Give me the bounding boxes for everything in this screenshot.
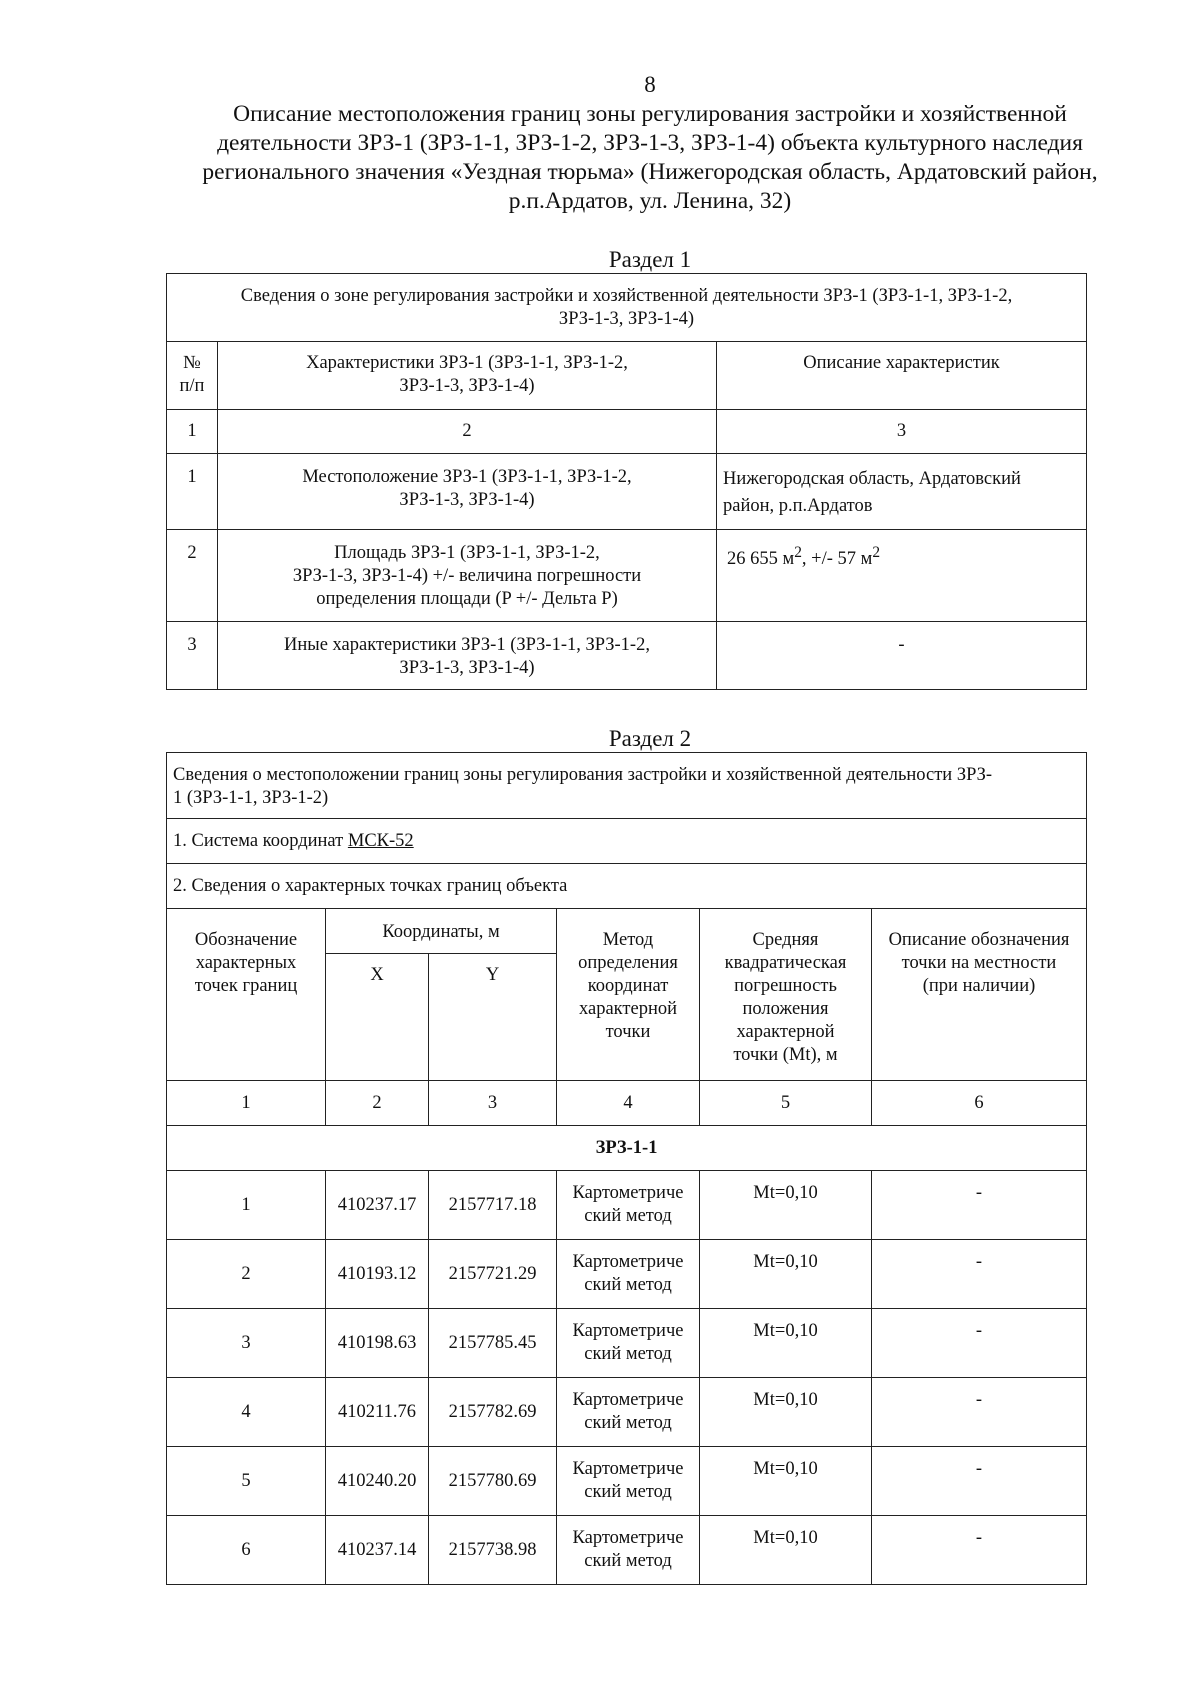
points-caption: 2. Сведения о характерных точках границ объекта bbox=[167, 864, 1087, 909]
char-line: ЗРЗ-1-3, ЗРЗ-1-4) +/- величина погрешности bbox=[292, 566, 642, 586]
col-number: 1 bbox=[167, 1081, 326, 1126]
col-number: 1 bbox=[167, 410, 218, 454]
point-y: 2157717.18 bbox=[429, 1171, 557, 1240]
method-line: Картометриче bbox=[572, 1459, 684, 1479]
point-x: 410240.20 bbox=[326, 1447, 429, 1516]
method-line: Картометриче bbox=[572, 1390, 684, 1410]
header-line: определения bbox=[578, 953, 678, 973]
method-line: ский метод bbox=[584, 1413, 672, 1433]
subsection-heading: ЗРЗ-1-1 bbox=[167, 1126, 1087, 1171]
point-y: 2157738.98 bbox=[429, 1516, 557, 1585]
section2-table bbox=[166, 752, 1087, 1585]
point-x: 410211.76 bbox=[326, 1378, 429, 1447]
point-number: 1 bbox=[167, 1171, 326, 1240]
method-line: ский метод bbox=[584, 1206, 672, 1226]
row-description bbox=[717, 454, 1087, 530]
char-line: Площадь ЗРЗ-1 (ЗРЗ-1-1, ЗРЗ-1-2, bbox=[334, 543, 600, 563]
char-line: ЗРЗ-1-3, ЗРЗ-1-4) bbox=[399, 490, 535, 510]
header-line: точки на местности bbox=[901, 953, 1057, 973]
row-num: 1 bbox=[167, 454, 218, 530]
header-line: характерных bbox=[195, 953, 297, 973]
area-tolerance-sup: 2 bbox=[872, 544, 881, 561]
point-method bbox=[557, 1309, 700, 1378]
desc-line: Нижегородская область, Ардатовский bbox=[723, 469, 1021, 489]
table-row bbox=[167, 1240, 1087, 1309]
char-line: ЗРЗ-1-3, ЗРЗ-1-4) bbox=[399, 658, 535, 678]
area-value: 26 655 м bbox=[727, 549, 795, 570]
area-tolerance: , +/- 57 м bbox=[801, 549, 873, 570]
caption-line: ЗРЗ-1-3, ЗРЗ-1-4) bbox=[558, 309, 695, 329]
page-number: 8 bbox=[644, 72, 656, 97]
row-num: 3 bbox=[167, 622, 218, 690]
header-line: точки (Mt), м bbox=[733, 1045, 838, 1065]
header-char-line: ЗРЗ-1-3, ЗРЗ-1-4) bbox=[399, 376, 535, 396]
point-number: 5 bbox=[167, 1447, 326, 1516]
row-area-value bbox=[717, 530, 1087, 622]
table-row bbox=[167, 622, 1087, 690]
header-line: Описание обозначения bbox=[888, 930, 1070, 950]
header-char-line: Характеристики ЗРЗ-1 (ЗРЗ-1-1, ЗРЗ-1-2, bbox=[306, 353, 628, 373]
point-mt: Mt=0,10 bbox=[700, 1240, 872, 1309]
col-number: 3 bbox=[717, 410, 1087, 454]
point-method bbox=[557, 1240, 700, 1309]
row-description: - bbox=[717, 622, 1087, 690]
section1-heading: Раздел 1 bbox=[608, 247, 692, 272]
header-characteristics bbox=[218, 342, 717, 410]
char-line: Местоположение ЗРЗ-1 (ЗРЗ-1-1, ЗРЗ-1-2, bbox=[302, 467, 632, 487]
header-line: Средняя bbox=[752, 930, 819, 950]
header-line: точки bbox=[605, 1022, 651, 1042]
header-line: координат bbox=[587, 976, 669, 996]
point-mt: Mt=0,10 bbox=[700, 1378, 872, 1447]
point-mt: Mt=0,10 bbox=[700, 1309, 872, 1378]
header-line: Обозначение bbox=[194, 930, 298, 950]
caption-line: Сведения о зоне регулирования застройки и хозяйственной деятельности ЗРЗ-1 (ЗРЗ-1-1, ЗРЗ-1-2, bbox=[240, 286, 1013, 306]
method-line: ский метод bbox=[584, 1344, 672, 1364]
point-description: - bbox=[872, 1447, 1087, 1516]
point-description: - bbox=[872, 1378, 1087, 1447]
col-number: 2 bbox=[326, 1081, 429, 1126]
header-point-description bbox=[872, 909, 1087, 1081]
row-num: 2 bbox=[167, 530, 218, 622]
caption-line: Сведения о местоположении границ зоны регулирования застройки и хозяйственной деятельности ЗРЗ- bbox=[173, 765, 993, 785]
col-number: 4 bbox=[557, 1081, 700, 1126]
header-error bbox=[700, 909, 872, 1081]
header-num-line: п/п bbox=[179, 376, 205, 396]
header-method bbox=[557, 909, 700, 1081]
point-method bbox=[557, 1378, 700, 1447]
point-description: - bbox=[872, 1171, 1087, 1240]
header-line: характерной bbox=[736, 1022, 835, 1042]
method-line: ский метод bbox=[584, 1482, 672, 1502]
row-characteristic bbox=[218, 454, 717, 530]
header-line: точек границ bbox=[194, 976, 298, 996]
title-line: регионального значения «Уездная тюрьма» (Нижегородская область, Ардатовский район, bbox=[202, 159, 1098, 185]
col-number: 5 bbox=[700, 1081, 872, 1126]
point-x: 410237.14 bbox=[326, 1516, 429, 1585]
method-line: Картометриче bbox=[572, 1252, 684, 1272]
header-line: квадратическая bbox=[724, 953, 847, 973]
point-mt: Mt=0,10 bbox=[700, 1516, 872, 1585]
area-unit-sup: 2 bbox=[794, 544, 802, 561]
header-y: Y bbox=[429, 954, 557, 1081]
header-num-line: № bbox=[183, 353, 201, 373]
table-row bbox=[167, 1309, 1087, 1378]
coord-system-label: 1. Система координат bbox=[173, 830, 348, 851]
point-y: 2157780.69 bbox=[429, 1447, 557, 1516]
point-x: 410193.12 bbox=[326, 1240, 429, 1309]
row-characteristic bbox=[218, 622, 717, 690]
header-point bbox=[167, 909, 326, 1081]
point-description: - bbox=[872, 1309, 1087, 1378]
point-method bbox=[557, 1447, 700, 1516]
point-number: 4 bbox=[167, 1378, 326, 1447]
section1-table bbox=[166, 273, 1087, 690]
method-line: Картометриче bbox=[572, 1321, 684, 1341]
method-line: ский метод bbox=[584, 1551, 672, 1571]
point-method bbox=[557, 1171, 700, 1240]
header-num bbox=[167, 342, 218, 410]
section1-caption bbox=[167, 274, 1087, 342]
title-line: р.п.Ардатов, ул. Ленина, 32) bbox=[508, 188, 792, 214]
col-number: 6 bbox=[872, 1081, 1087, 1126]
point-description: - bbox=[872, 1240, 1087, 1309]
method-line: Картометриче bbox=[572, 1183, 684, 1203]
method-line: Картометриче bbox=[572, 1528, 684, 1548]
point-description: - bbox=[872, 1516, 1087, 1585]
header-coords: Координаты, м bbox=[326, 909, 557, 954]
col-number: 2 bbox=[218, 410, 717, 454]
col-number: 3 bbox=[429, 1081, 557, 1126]
desc-line: район, р.п.Ардатов bbox=[723, 496, 873, 516]
char-line: Иные характеристики ЗРЗ-1 (ЗРЗ-1-1, ЗРЗ-1-2, bbox=[284, 635, 650, 655]
point-x: 410198.63 bbox=[326, 1309, 429, 1378]
point-y: 2157721.29 bbox=[429, 1240, 557, 1309]
coord-system-value: МСК-52 bbox=[347, 830, 414, 851]
point-mt: Mt=0,10 bbox=[700, 1447, 872, 1516]
header-line: Метод bbox=[602, 930, 654, 950]
table-row bbox=[167, 1378, 1087, 1447]
table-row bbox=[167, 1447, 1087, 1516]
row-characteristic bbox=[218, 530, 717, 622]
table-row bbox=[167, 454, 1087, 530]
point-y: 2157782.69 bbox=[429, 1378, 557, 1447]
header-line: погрешность bbox=[734, 976, 837, 996]
section2-heading: Раздел 2 bbox=[608, 726, 692, 751]
coord-system bbox=[167, 819, 1087, 864]
table-row bbox=[167, 530, 1087, 622]
point-number: 2 bbox=[167, 1240, 326, 1309]
point-method bbox=[557, 1516, 700, 1585]
point-y: 2157785.45 bbox=[429, 1309, 557, 1378]
point-mt: Mt=0,10 bbox=[700, 1171, 872, 1240]
caption-line: 1 (ЗРЗ-1-1, ЗРЗ-1-2) bbox=[173, 788, 329, 808]
header-line: положения bbox=[742, 999, 829, 1019]
section2-caption bbox=[167, 753, 1087, 819]
table-row bbox=[167, 1516, 1087, 1585]
title-line: Описание местоположения границ зоны регулирования застройки и хозяйственной bbox=[233, 101, 1067, 127]
point-number: 3 bbox=[167, 1309, 326, 1378]
point-number: 6 bbox=[167, 1516, 326, 1585]
char-line: определения площади (P +/- Дельта P) bbox=[316, 589, 618, 609]
header-description: Описание характеристик bbox=[717, 342, 1087, 410]
header-line: (при наличии) bbox=[922, 976, 1036, 996]
point-x: 410237.17 bbox=[326, 1171, 429, 1240]
title-line: деятельности ЗРЗ-1 (ЗРЗ-1-1, ЗРЗ-1-2, ЗРЗ-1-3, ЗРЗ-1-4) объекта культурного наследия bbox=[217, 130, 1083, 156]
document-title bbox=[160, 100, 1140, 216]
header-line: характерной bbox=[578, 999, 678, 1019]
header-x: X bbox=[326, 954, 429, 1081]
table-row bbox=[167, 1171, 1087, 1240]
method-line: ский метод bbox=[584, 1275, 672, 1295]
